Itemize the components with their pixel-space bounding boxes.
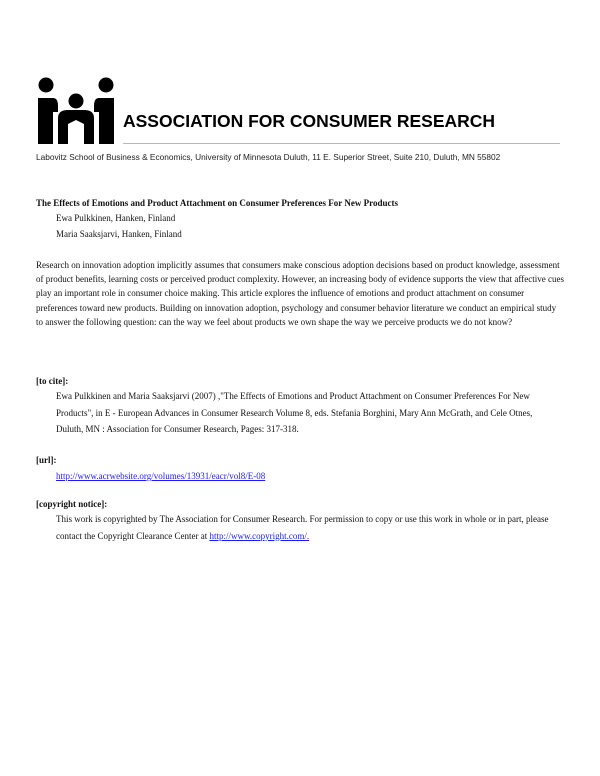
acr-people-logo-icon: [36, 76, 116, 144]
organization-name: ASSOCIATION FOR CONSUMER RESEARCH: [123, 111, 496, 131]
cite-label: [to cite]:: [36, 376, 69, 386]
paper-abstract: Research on innovation adoption implicitly assumes that consumers make conscious adoption decisions based on product knowledge, assessment of product benefits, learning costs or perceived product complexity. However, an increasing body of evidence supports the view that affective cues play an important role in consumer choice making. This article explores the influence of emotions and product attachment on consumer preferences toward new products. Building on innovation adoption, psychology and consumer behavior literature we conduct an empirical study to answer the following question: can the way we feel about products we own shape the way we perceive products we do not know?: [36, 260, 564, 327]
copyright-link[interactable]: http://www.copyright.com/.: [209, 530, 310, 541]
url-label: [url]:: [36, 455, 57, 465]
header-divider: [123, 143, 560, 144]
paper-title: The Effects of Emotions and Product Attachment on Consumer Preferences For New Products: [36, 198, 398, 208]
organization-address: Labovitz School of Business & Economics, University of Minnesota Duluth, 11 E. Superior Street, Suite 210, Duluth, MN 55802: [36, 152, 501, 162]
copyright-text: This work is copyrighted by The Association for Consumer Research. For permission to copy or use this work in whole or in part, please contact the Copyright Clearance Center at: [56, 514, 549, 541]
url-line: [56, 468, 556, 485]
citation-text: Ewa Pulkkinen and Maria Saaksjarvi (2007) ,"The Effects of Emotions and Product Attachment on Consumer Preferences For New Products", in E - European Advances in Consumer Research Volume 8, eds. Stefania Borghini, Mary Ann McGrath, and Cele Otnes, Duluth, MN : Association for Consumer Research, Pages: 317-318.: [56, 391, 533, 434]
paper-url-link[interactable]: http://www.acrwebsite.org/volumes/13931/eacr/vol8/E-08: [56, 471, 266, 481]
copyright-label: [copyright notice]:: [36, 499, 108, 509]
author-line: Ewa Pulkkinen, Hanken, Finland: [56, 213, 176, 223]
author-line: Maria Saaksjarvi, Hanken, Finland: [56, 229, 182, 239]
copyright-notice: [56, 511, 556, 544]
